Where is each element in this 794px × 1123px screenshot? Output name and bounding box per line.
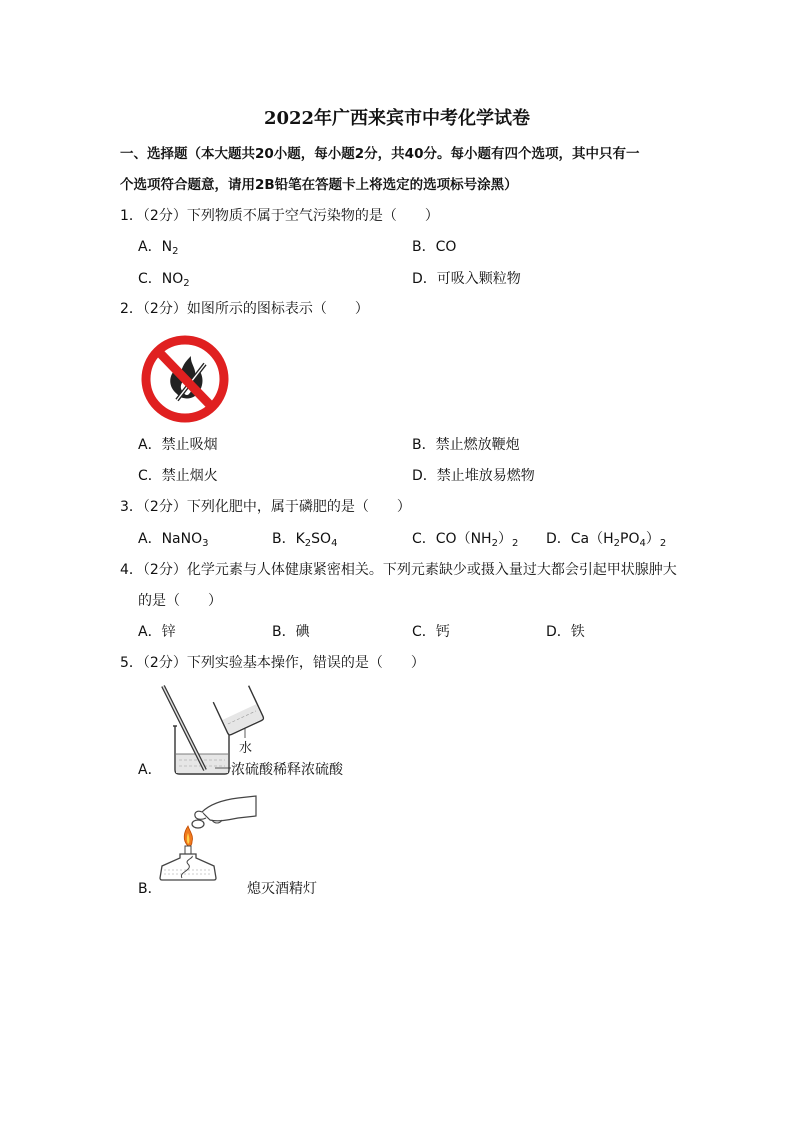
question-4-stem-line-2: 的是（ ） xyxy=(138,593,222,609)
question-3-option-b: B．$K_2SO_4$ xyxy=(272,531,338,549)
question-4-option-d: D．铁 xyxy=(546,624,585,640)
question-2-option-a: A．禁止吸烟 xyxy=(138,437,218,453)
no-fire-sign-icon xyxy=(139,334,231,424)
question-4-option-a: A．锌 xyxy=(138,624,176,640)
alcohol-lamp-hand-icon xyxy=(158,790,258,882)
section-line-1: 一、选择题（本大题共20小题，每小题2分，共40分。每小题有四个选项，其中只有一 xyxy=(120,146,640,162)
question-2-stem: 2．（2分）如图所示的图标表示（ ） xyxy=(120,301,369,317)
question-5-option-a-caption: 浓硫酸稀释浓硫酸 xyxy=(231,762,343,778)
question-2-option-b: B．禁止燃放鞭炮 xyxy=(412,437,520,453)
question-3-option-d: D．$Ca(H_2PO_4)_2$ xyxy=(546,531,667,549)
question-1-option-b: B．CO xyxy=(412,239,457,255)
question-5-option-b-caption: 熄灭酒精灯 xyxy=(247,881,317,897)
question-1-option-c: C．$NO_2$ xyxy=(138,271,190,289)
water-label: 水 xyxy=(239,741,253,756)
question-3-option-c: C．$CO(NH_2)_2$ xyxy=(412,531,519,549)
question-1-option-a: A．$N_2$ xyxy=(138,239,179,257)
section-line-2: 个选项符合题意，请用2B铅笔在答题卡上将选定的选项标号涂黑） xyxy=(120,177,518,193)
question-5-option-b-label: B． xyxy=(138,881,162,897)
page-title: 2022年广西来宾市中考化学试卷 xyxy=(263,108,531,129)
question-3-option-a: A．NaNO$_3$ xyxy=(138,531,209,549)
question-2-option-c: C．禁止烟火 xyxy=(138,468,218,484)
question-2-option-d: D．禁止堆放易燃物 xyxy=(412,468,535,484)
question-4-option-b: B．碘 xyxy=(272,624,310,640)
question-4-stem-line-1: 4．（2分）化学元素与人体健康紧密相关。下列元素缺少或摄入量过大都会引起甲状腺肿大 xyxy=(120,562,677,578)
question-3-stem: 3．（2分）下列化肥中，属于磷肥的是（ ） xyxy=(120,499,411,515)
no-fire-sign-image xyxy=(139,334,231,424)
alcohol-lamp-illustration xyxy=(158,790,258,882)
question-4-option-c: C．钙 xyxy=(412,624,450,640)
section-instructions xyxy=(120,139,680,201)
question-1-option-d: D．可吸入颗粒物 xyxy=(412,271,521,287)
question-5-stem: 5．（2分）下列实验基本操作，错误的是（ ） xyxy=(120,655,425,671)
question-5-option-a-label: A． xyxy=(138,762,162,778)
question-1-stem: 1．（2分）下列物质不属于空气污染物的是（ ） xyxy=(120,208,439,224)
